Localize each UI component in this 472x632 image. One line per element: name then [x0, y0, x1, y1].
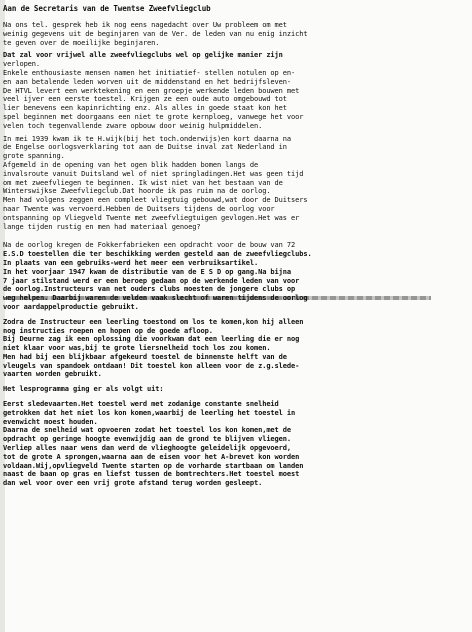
body-line: dan wel voor over een vrij grote afstand terug worden gesleept.	[3, 479, 263, 488]
body-line: evenwicht moest houden.	[3, 417, 98, 426]
body-line: Na de oorlog kregen de Fokkerfabrieken een opdracht voor de bouw van 72	[3, 241, 296, 250]
body-line: Het lesprogramma ging er als volgt uit:	[3, 385, 164, 394]
body-line: In plaats van een gebruiks-werd het meer een verbruiksartikel.	[3, 258, 259, 267]
body-line: Afgemeld in de opening van het ogen blik hadden bomen langs de	[3, 160, 259, 169]
body-line: Na ons tel. gesprek heb ik nog eens nagedacht over Uw probleem om met	[3, 21, 287, 29]
body-line: E.S.D toestellen die ter beschikking werden gesteld aan de zweefvliegclubs.	[3, 250, 312, 259]
body-line: vaarten worden gebruikt.	[3, 370, 102, 379]
body-line: Bij Deurne zag ik een oplossing die voorkwam dat een leerling die er nog	[3, 335, 300, 344]
body-line: de Engelse oorlogsverklaring tot aan de Duitse inval zat Nederland in	[3, 143, 287, 152]
body-line: getrokken dat het niet los kon komen,waarbij de leerling het toestel in	[3, 408, 296, 417]
body-line: lange tijden rustig en men had materiaal genoeg?	[3, 222, 201, 231]
body-line: veel ijver een eerste toestel. Krijgen ze een oude auto omgebouwd tot	[3, 95, 287, 104]
body-line: voor aardappelproductie gebruikt.	[3, 302, 139, 311]
body-line: naast de baan op gras en liefst tussen de bomtrechters.Het toestel moest	[3, 470, 300, 479]
body-line: Daarna de snelheid wat opvoeren zodat het toestel los kon komen,met de	[3, 426, 292, 435]
body-line: te geven over de moeilijke beginjaren.	[3, 38, 160, 47]
body-line: tot de grote A sprongen,waarna aan de eisen voor het A-brevet kon worden	[3, 452, 300, 461]
body-line: weinig gegevens uit de beginjaren van de Ver. de leden van nu enig inzicht	[3, 29, 308, 38]
body-line: Dat zal voor vrijwel alle zweefvliegclubs wel op gelijke manier zijn	[3, 51, 283, 60]
body-line: Verliep alles naar wens dan werd de vlieghoogte geleidelijk opgevoerd,	[3, 444, 292, 453]
body-line: Men had bij een blijkbaar afgekeurd toestel de binnenste helft van de	[3, 352, 287, 361]
body-line: invalsroute vanuit Duitsland wel of niet springladingen.Het was geen tijd	[3, 169, 304, 178]
body-line: spel beginnen met doorgaans een niet te grote kernploeg, vanwege het voor	[3, 112, 304, 121]
body-line: Eerst sledevaarten.Het toestel werd met zodanige constante snelheid	[3, 400, 279, 409]
body-line: niet klaar voor was,bij te grote liersnelheid toch los zou komen.	[3, 344, 271, 353]
document-title: Aan de Secretaris van de Twentse Zweefvliegclub	[3, 4, 211, 13]
body-line: opdracht op geringe hoogte evenwijdig aan de grond te blijven vliegen.	[3, 435, 292, 444]
body-line: In mei 1939 kwam ik te H.wijk(bij het toch.onderwijs)en kort daarna na	[3, 134, 292, 143]
body-line: vleugels van spandoek ontdaan! Dit toestel kon alleen voor de z.g.slede-	[3, 361, 300, 370]
body-line: ontspanning op Vliegveld Twente met zweefvliegtuigen gevlogen.Het was er	[3, 213, 300, 222]
body-line: Zodra de Instructeur een leerling toestond om los te komen,kon hij alleen	[3, 317, 304, 326]
body-line: om met zweefvliegen te beginnen. Ik wist niet van het bestaan van de	[3, 178, 283, 187]
body-line: In het voorjaar 1947 kwam de distributie van de E S D op gang.Na bijna	[3, 267, 292, 276]
body-line: nog instructies roepen en hopen op de goede afloop.	[3, 326, 213, 335]
body-line: lier benevens een kapinrichting enz. Als alles in goede staat kon het	[3, 104, 287, 113]
blank-line	[3, 231, 468, 241]
body-line: Enkele enthousiaste mensen namen het initiatief- stellen notulen op en-	[3, 68, 296, 77]
document-body	[3, 21, 468, 488]
body-line: velen toch tegenvallende zware opbouw door weinig hulpmiddelen.	[3, 121, 263, 130]
body-line: naar Twente was vervoerd.Hebben de Duitsers tijdens de oorlog voor	[3, 204, 275, 213]
body-line: Men had volgens zeggen een compleet vliegtuig gebouwd,wat door de Duitsers	[3, 196, 308, 205]
body-line: De HTVL levert een werktekening en een groepje werkende leden bouwen met	[3, 86, 300, 95]
body-line: voldaan.Wij,opvliegveld Twente starten op de vorharde startbaan om landen	[3, 461, 304, 470]
body-line: grote spanning.	[3, 152, 65, 161]
body-line: de oorlog.Instructeurs van net ouders clubs moesten de jongere clubs op	[3, 285, 296, 294]
body-line: Winterswijkse Zweefvliegclub.Dat hoorde ik pas ruim na de oorlog.	[3, 187, 271, 196]
body-line: weg helpen. Daarbij waren de velden vaak slecht of waren tijdens de oorlog	[3, 294, 308, 303]
body-line: verlopen.	[3, 60, 41, 69]
body-line: 7 jaar stilstand werd er een beroep gedaan op de werkende leden van voor	[3, 276, 300, 285]
body-line: en aan betalende leden worven uit de middenstand en het bedrijfsleven-	[3, 77, 292, 86]
